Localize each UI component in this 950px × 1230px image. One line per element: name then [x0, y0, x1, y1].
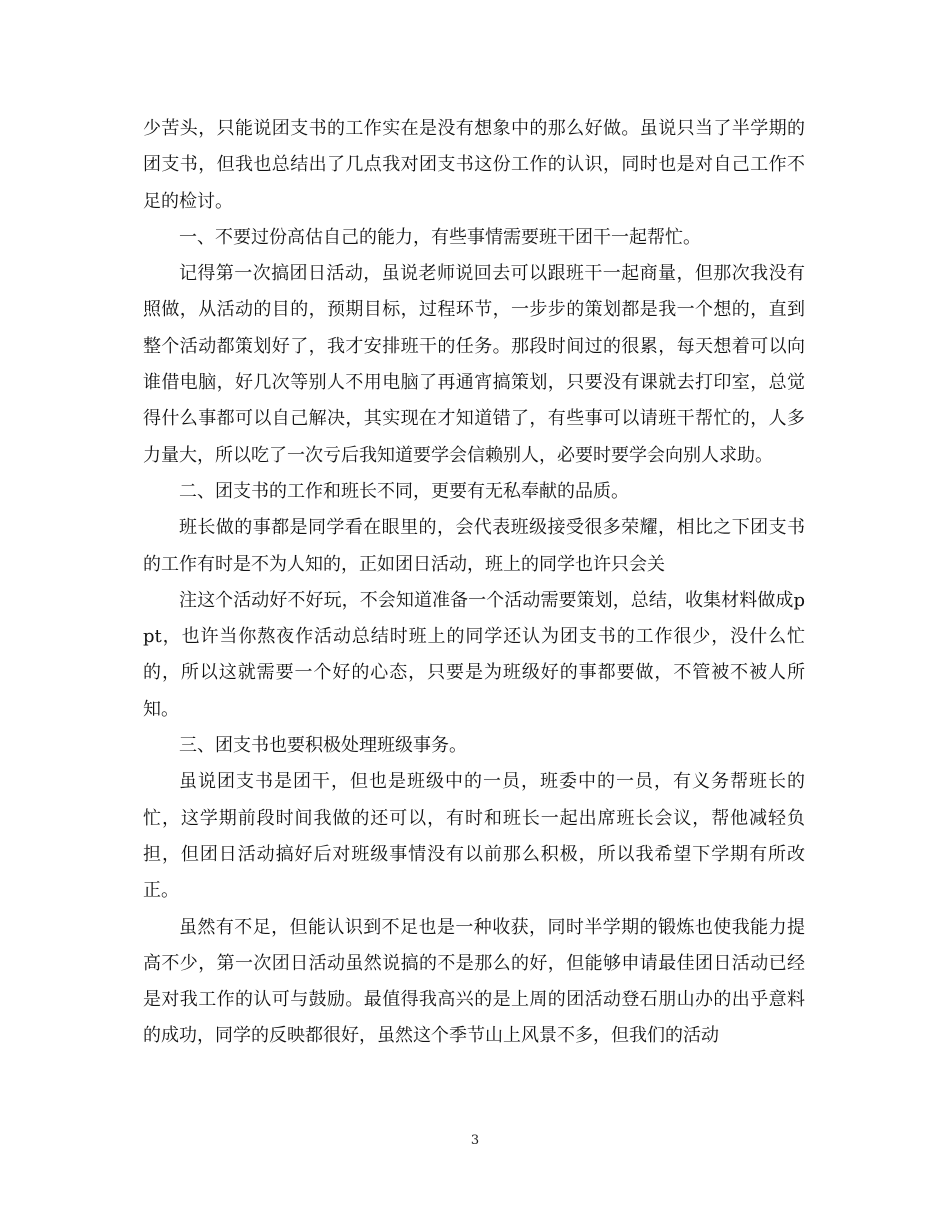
section-heading-two: 二、团支书的工作和班长不同，更要有无私奉献的品质。	[179, 480, 629, 502]
paragraph-conclusion: 虽然有不足，但能认识到不足也是一种收获，同时半学期的锻炼也使我能力提高不少，第一次团日活动虽然说搞的不是那么的好，但能够申请最佳团日活动已经是对我工作的认可与鼓励。最值得我高兴的是上周的团活动登石朋山办的出乎意料的成功，同学的反映都很好，虽然这个季节山上风景不多，但我们的活动	[143, 916, 805, 1047]
paragraph-continuation: 少苦头，只能说团支书的工作实在是没有想象中的那么好做。虽说只当了半学期的团支书，但我也总结出了几点我对团支书这份工作的认识，同时也是对自己工作不足的检讨。	[143, 118, 805, 212]
section-heading-one: 一、不要过份高估自己的能力，有些事情需要班干团干一起帮忙。	[179, 226, 701, 248]
paragraph-class-monitor: 班长做的事都是同学看在眼里的，会代表班级接受很多荣耀，相比之下团支书的工作有时是不为人知的，正如团日活动，班上的同学也许只会关	[143, 517, 805, 575]
section-heading-three: 三、团支书也要积极处理班级事务。	[179, 735, 467, 757]
page-number: 3	[470, 1133, 480, 1148]
paragraph-class-affairs: 虽说团支书是团干，但也是班级中的一员，班委中的一员，有义务帮班长的忙，这学期前段时间我做的还可以，有时和班长一起出席班长会议，帮他减轻负担，但团日活动搞好后对班级事情没有以前那么积极，所以我希望下学期有所改正。	[143, 771, 805, 902]
paragraph-first-activity: 记得第一次搞团日活动，虽说老师说回去可以跟班干一起商量，但那次我没有照做，从活动的目的，预期目标，过程环节，一步步的策划都是我一个想的，直到整个活动都策划好了，我才安排班干的任务。那段时间过的很累，每天想着可以向谁借电脑，好几次等别人不用电脑了再通宵搞策划，只要没有课就去打印室，总觉得什么事都可以自己解决，其实现在才知道错了，有些事可以请班干帮忙的，人多力量大，所以吃了一次亏后我知道要学会信赖别人，必要时要学会向别人求助。	[143, 263, 805, 466]
paragraph-ppt-summary: 注这个活动好不好玩，不会知道准备一个活动需要策划，总结，收集材料做成ppt，也许当你熬夜作活动总结时班上的同学还认为团支书的工作很少，没什么忙的，所以这就需要一个好的心态，只要是为班级好的事都要做，不管被不被人所知。	[143, 589, 805, 720]
document-body	[143, 111, 805, 1055]
